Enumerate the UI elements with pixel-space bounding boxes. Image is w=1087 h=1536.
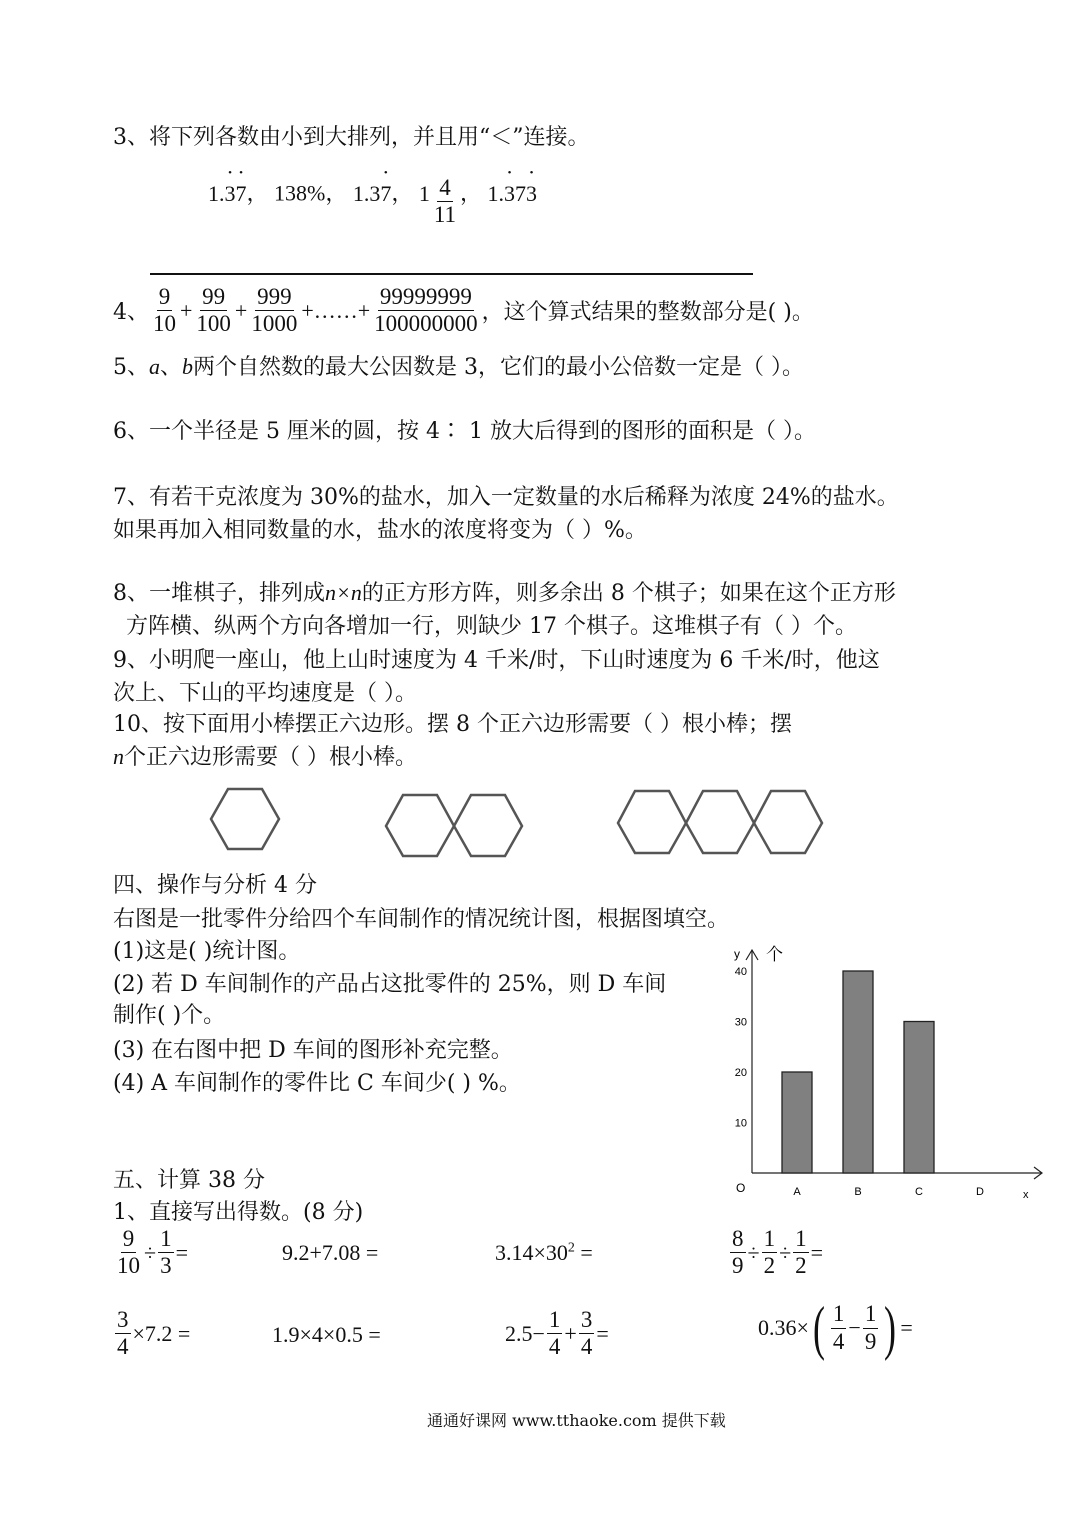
chart-ticks (735, 966, 747, 1130)
sec5-title: 五、计算 38 分 (113, 1168, 265, 1193)
sec5-sub: 1、直接写出得数。(8 分) (113, 1200, 364, 1225)
q3-n4: 1 $\frac{4}{11}$ (418, 175, 457, 228)
sec4-title: 四、操作与分析 4 分 (113, 873, 317, 898)
category-label-A: A (793, 1186, 801, 1198)
bar-C (904, 1022, 934, 1174)
y-axis-label: y (734, 947, 740, 961)
sec4-p2a: (2) 若 D 车间制作的产品占这批零件的 25%，则 D 车间 (113, 972, 667, 997)
expr-7: 2.5− $\frac{1}{4}$ + $\frac{3}{4}$ = (505, 1307, 609, 1360)
chart-bars (782, 971, 934, 1173)
category-label-D: D (976, 1186, 984, 1198)
q3-numbers: 1.• 3• 7， 138%， 1.3• 7， 1 $\frac{4}{11}$ ， 1.• 37• 3 (208, 170, 537, 221)
expr-5: $\frac{3}{4}$ ×7.2 = (117, 1307, 191, 1360)
q10-line1: 10、按下面用小棒摆正六边形。摆 8 个正六边形需要（ ）根小棒；摆 (113, 712, 792, 737)
hexagon-3a (618, 791, 686, 853)
hexagon-3c (754, 791, 822, 853)
y-tick-label: 20 (734, 1067, 747, 1079)
q5: 5、a、b两个自然数的最大公因数是 3，它们的最小公倍数一定是（ ）。 (113, 354, 805, 380)
footer: 通通好课网 www.tthaoke.com 提供下载 (427, 1411, 726, 1430)
hexagon-3b (686, 791, 754, 853)
q9-line2: 次上、下山的平均速度是（ ）。 (113, 681, 417, 706)
bar-B (843, 971, 873, 1173)
q10-line2: n个正六边形需要（ ）根小棒。 (113, 744, 417, 770)
y-tick-label: 40 (734, 966, 747, 978)
hexagon-2a (386, 795, 454, 856)
hexagon-figures (200, 778, 840, 868)
sec4-p2b: 制作( )个。 (113, 1003, 226, 1028)
category-label-C: C (915, 1186, 923, 1198)
origin-label: O (736, 1181, 746, 1195)
expr-3: $3.14\times 30^2$ = (495, 1240, 593, 1265)
expr-8: 0.36× ( $\frac{1}{4}$ − $\frac{1}{9}$ ) = (758, 1295, 913, 1361)
category-label-B: B (854, 1186, 862, 1198)
sec4-p4: (4) A 车间制作的零件比 C 车间少( ) %。 (113, 1071, 521, 1096)
q7-line1: 7、有若干克浓度为 30%的盐水，加入一定数量的水后稀释为浓度 24%的盐水。 (113, 485, 899, 510)
y-tick-label: 30 (734, 1016, 747, 1029)
bar-A (782, 1072, 812, 1173)
q9-line1: 9、小明爬一座山，他上山时速度为 4 千米/时，下山时速度为 6 千米/时，他这 (113, 648, 880, 673)
expr-4: $\frac{8}{9}$ ÷ $\frac{1}{2}$ ÷ $\frac{1}{2}$ = (732, 1226, 824, 1279)
hexagon-2b (454, 795, 522, 856)
q4: 4、 $\frac{9}{10}$ + $\frac{99}{100}$ + $\frac{999}{1000}$ +……+ $\frac{99999999}{100000000}$ ，这个算式结果的整数部分是( )。 (113, 284, 814, 337)
chart-categories (793, 1186, 984, 1198)
q7-line2: 如果再加入相同数量的水，盐水的浓度将变为（ ）%。 (113, 518, 647, 543)
q8-line1: 8、一堆棋子，排列成n×n的正方形方阵，则多余出 8 个棋子；如果在这个正方形 (113, 580, 896, 606)
chart-axes (734, 945, 1042, 1201)
unit-label: 个 (766, 945, 783, 965)
hexagon-1 (211, 789, 279, 849)
answer-line (150, 273, 753, 275)
q3-n1: 1.• 3• 7 (208, 181, 247, 206)
q8-line2: 方阵横、纵两个方向各增加一行，则缺少 17 个棋子。这堆棋子有（ ）个。 (126, 614, 857, 639)
y-tick-label: 10 (734, 1117, 747, 1130)
sec4-p1: (1)这是( )统计图。 (113, 939, 301, 964)
x-axis-label: x (1023, 1189, 1029, 1201)
expr-2: 9.2+7.08 = (282, 1240, 379, 1265)
q6: 6、一个半径是 5 厘米的圆，按 4∶ 1 放大后得到的图形的面积是（ ）。 (113, 419, 816, 444)
sec4-intro: 右图是一批零件分给四个车间制作的情况统计图，根据图填空。 (113, 907, 730, 932)
q3-text: 3、将下列各数由小到大排列，并且用“＜”连接。 (113, 125, 590, 150)
q3-n5: 1.• 37• 3 (488, 181, 538, 206)
q3-n2: 138% (274, 180, 326, 206)
expr-1: $\frac{9}{10}$ ÷ $\frac{1}{3}$ = (117, 1226, 188, 1279)
expr-6: 1.9×4×0.5 = (272, 1322, 381, 1347)
bar-chart (720, 940, 1050, 1205)
sec4-p3: (3) 在右图中把 D 车间的图形补充完整。 (113, 1038, 513, 1063)
q3-n3: 1.3• 7 (353, 181, 392, 206)
